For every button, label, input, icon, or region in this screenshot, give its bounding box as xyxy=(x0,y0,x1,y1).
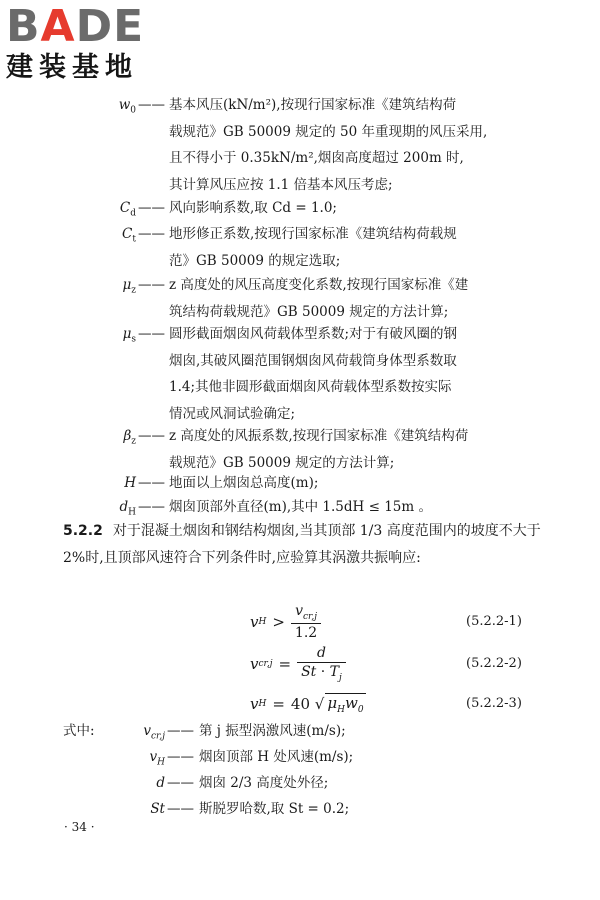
where-item: St —— 斯脱罗哈数,取 St = 0.2; xyxy=(150,801,350,817)
definition-symbol: $\mu_s$ xyxy=(122,326,136,345)
definition-item: $\mu_z$ —— z 高度处的风压高度变化系数,按现行国家标准《建 筑结构荷载规范》GB 50009 规定的方法计算; xyxy=(78,272,548,325)
clause-text: 对于混凝土烟囱和钢结构烟囱,当其顶部 1/3 高度范围内的坡度不大于 2%时,且顶部风速符合下列条件时,应验算其涡激共振响应: xyxy=(63,523,541,566)
definition-symbol: $d_H$ xyxy=(119,499,136,518)
definition-text: z 高度处的风压高度变化系数,按现行国家标准《建 筑结构荷载规范》GB 50009 规定的方法计算; xyxy=(169,277,469,320)
equation-5-2-2-2: v cr,j = $\frac{d}{St \cdot T_j}$ (5.2.2-2) xyxy=(250,645,522,683)
definition-text: 烟囱顶部外直径(m),其中 1.5dH ≤ 15m 。 xyxy=(169,499,432,515)
definition-text: 地面以上烟囱总高度(m); xyxy=(169,475,319,491)
clause-5-2-2 xyxy=(63,518,543,571)
definition-item: $\beta_z$ —— z 高度处的风振系数,按现行国家标准《建筑结构荷 载规范》GB 50009 规定的方法计算; xyxy=(78,423,548,476)
logo-wordmark: BADE xyxy=(6,1,145,52)
where-lead: 式中: xyxy=(63,723,95,739)
where-item: d —— 烟囱 2/3 高度处外径; xyxy=(156,775,329,791)
equation-number: (5.2.2-2) xyxy=(466,656,522,671)
definition-text: 圆形截面烟囱风荷载体型系数;对于有破风圈的钢 烟囱,其破风圈范围钢烟囱风荷载筒身体型系数取 1.4;其他非圆形截面烟囱风荷载体型系数按实际 情况或风洞试验确定; xyxy=(169,326,458,422)
page-number: · 34 · xyxy=(64,820,95,834)
definition-symbol: H xyxy=(124,475,136,491)
definition-symbol: $\beta_z$ xyxy=(123,428,136,447)
definition-symbol: $\mu_z$ xyxy=(122,277,136,296)
equation-number: (5.2.2-1) xyxy=(466,614,522,629)
definition-symbol: $C_d$ xyxy=(119,200,136,219)
clause-number: 5.2.2 xyxy=(63,523,103,539)
where-item: 式中: $v_{cr,j}$ —— 第 j 振型涡激风速(m/s); xyxy=(63,718,543,744)
definition-symbol: $C_t$ xyxy=(122,226,136,245)
definition-item: $d_H$ —— 烟囱顶部外直径(m),其中 1.5dH ≤ 15m 。 xyxy=(78,494,548,521)
definition-item: $C_t$ —— 地形修正系数,按现行国家标准《建筑结构荷载规 范》GB 50009 的规定选取; xyxy=(78,221,548,274)
definition-symbol: $w_0$ xyxy=(118,97,136,116)
equation-5-2-2-3: v H = 40 √ $\mu_Hw_0$ (5.2.2-3) xyxy=(0,684,600,724)
equation-5-2-2-1: v H > $\frac{v_{cr,j}}{1.2}$ (5.2.2-1) xyxy=(250,603,522,641)
definition-text: 风向影响系数,取 Cd = 1.0; xyxy=(169,200,337,216)
definition-text: z 高度处的风振系数,按现行国家标准《建筑结构荷 载规范》GB 50009 规定的方法计算; xyxy=(169,428,469,471)
logo xyxy=(6,1,176,84)
equation-number: (5.2.2-3) xyxy=(466,696,522,711)
logo-subtitle: 建装基地 xyxy=(6,52,138,83)
definition-item: $w_0$ —— 基本风压(kN/m²),按现行国家标准《建筑结构荷 载规范》GB 50009 规定的 50 年重现期的风压采用, 且不得小于 0.35kN/m²,烟囱高度超过 200m 时, 其计算风压应按 1.1 倍基本风压考虑; xyxy=(78,92,548,198)
definition-text: 地形修正系数,按现行国家标准《建筑结构荷载规 范》GB 50009 的规定选取; xyxy=(169,226,457,269)
where-item: $v_H$ —— 烟囱顶部 H 处风速(m/s); xyxy=(149,749,354,768)
definition-item: H —— 地面以上烟囱总高度(m); xyxy=(78,470,548,497)
definition-text: 基本风压(kN/m²),按现行国家标准《建筑结构荷 载规范》GB 50009 规定的 50 年重现期的风压采用, 且不得小于 0.35kN/m²,烟囱高度超过 200m 时, 其计算风压应按 1.1 倍基本风压考虑; xyxy=(169,97,488,193)
definition-item: $\mu_s$ —— 圆形截面烟囱风荷载体型系数;对于有破风圈的钢 烟囱,其破风圈范围钢烟囱风荷载筒身体型系数取 1.4;其他非圆形截面烟囱风荷载体型系数按实际 情况或风洞试验确定; xyxy=(78,321,548,427)
definition-item: $C_d$ —— 风向影响系数,取 Cd = 1.0; xyxy=(78,195,548,222)
